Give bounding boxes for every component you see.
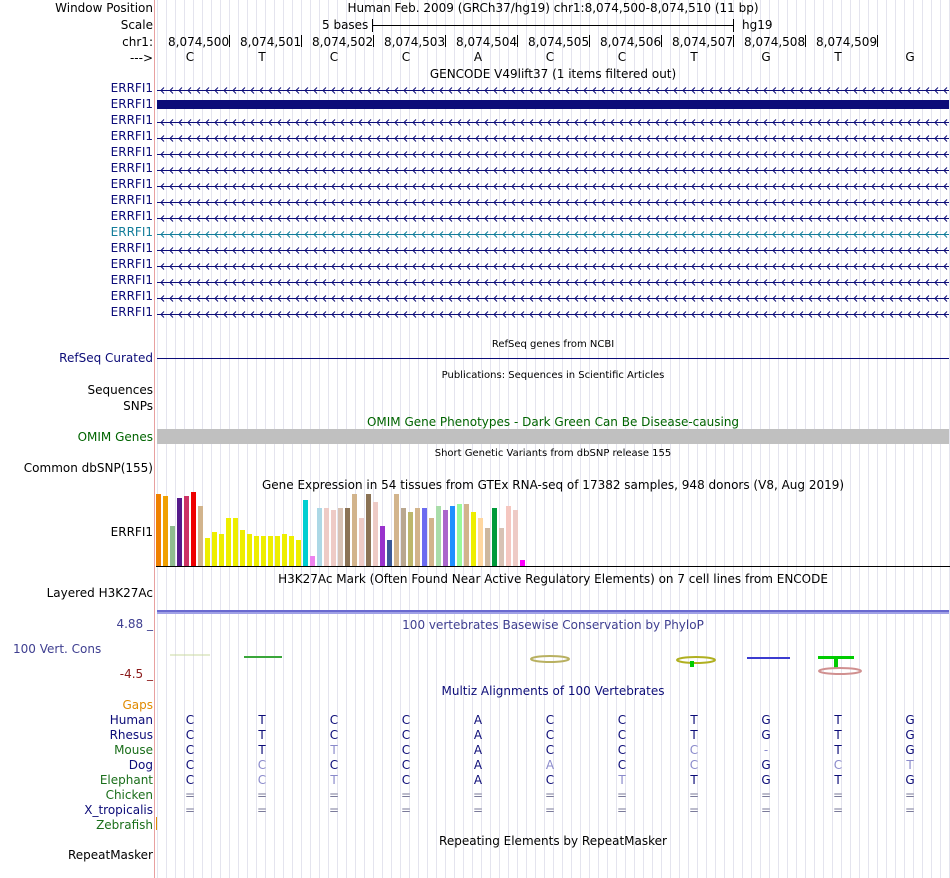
aligned-base: C — [329, 713, 339, 727]
species-label[interactable]: Mouse — [114, 743, 153, 757]
aligned-base: = — [328, 803, 340, 817]
gtex-bar — [443, 510, 448, 566]
aligned-base: C — [185, 713, 195, 727]
strand-arrows — [157, 310, 949, 319]
strand-arrows — [157, 278, 949, 287]
gtex-bar — [289, 536, 294, 566]
gtex-track-label[interactable]: ERRFI1 — [110, 525, 153, 539]
gtex-bar — [261, 536, 266, 566]
strand-arrows — [157, 166, 949, 175]
gtex-bar — [219, 534, 224, 566]
chr-label[interactable]: chr1: — [122, 35, 153, 49]
aligned-base: C — [401, 743, 411, 757]
aligned-base: G — [905, 728, 915, 742]
gtex-bar-chart[interactable] — [156, 490, 536, 566]
scale-text: 5 bases — [322, 18, 369, 32]
aligned-base: = — [256, 803, 268, 817]
gene-intron-track[interactable] — [157, 244, 949, 253]
aligned-base: A — [473, 728, 483, 742]
gtex-bar — [457, 504, 462, 566]
strand-arrows — [157, 214, 949, 223]
species-label[interactable]: Rhesus — [109, 728, 153, 742]
position-tick — [517, 35, 518, 47]
gtex-bar — [471, 512, 476, 566]
aligned-base: G — [905, 743, 915, 757]
strand-arrows — [157, 150, 949, 159]
position-tick-label: 8,074,504 — [456, 35, 518, 49]
gtex-bar — [254, 536, 259, 566]
aligned-base: T — [258, 713, 266, 727]
aligned-base: C — [617, 728, 627, 742]
gene-label-errfi1[interactable]: ERRFI1 — [110, 161, 153, 175]
position-tick-label: 8,074,507 — [672, 35, 734, 49]
scale-db: hg19 — [742, 18, 773, 32]
repeatmasker-track-title: Repeating Elements by RepeatMasker — [439, 834, 667, 848]
gtex-baseline — [156, 566, 950, 567]
gtex-bar — [191, 492, 196, 566]
gtex-bar — [177, 498, 182, 566]
species-label[interactable]: Chicken — [105, 788, 153, 802]
gtex-bar — [163, 496, 168, 566]
position-tick-label: 8,074,508 — [744, 35, 806, 49]
aligned-base: G — [761, 713, 771, 727]
gtex-bar — [226, 518, 231, 566]
aligned-base: C — [545, 728, 555, 742]
sequences-label[interactable]: Sequences — [87, 383, 153, 397]
gene-label-errfi1[interactable]: ERRFI1 — [110, 81, 153, 95]
position-tick — [733, 35, 734, 47]
phylop-mark — [819, 668, 861, 674]
aligned-base: = — [184, 803, 196, 817]
gene-label-errfi1[interactable]: ERRFI1 — [110, 225, 153, 239]
scale-bar-left-tick — [372, 19, 373, 32]
gtex-bar — [331, 510, 336, 566]
phylop-track-label[interactable]: 100 Vert. Cons — [13, 642, 102, 656]
aligned-base: = — [544, 803, 556, 817]
gene-label-errfi1[interactable]: ERRFI1 — [110, 273, 153, 287]
snps-label[interactable]: SNPs — [123, 399, 153, 413]
aligned-base: C — [545, 713, 555, 727]
position-tick — [805, 35, 806, 47]
base-letter: C — [329, 50, 339, 64]
gtex-bar — [464, 504, 469, 566]
gtex-bar — [415, 508, 420, 566]
gtex-bar — [394, 494, 399, 566]
phylop-mark — [690, 661, 694, 667]
base-letter: T — [690, 50, 698, 64]
gtex-bar — [506, 506, 511, 566]
gtex-bar — [485, 528, 490, 566]
aligned-base: C — [617, 743, 627, 757]
base-letter: C — [401, 50, 411, 64]
aligned-base: A — [473, 758, 483, 772]
strand-arrows — [157, 118, 949, 127]
base-letter: T — [258, 50, 266, 64]
position-tick — [373, 35, 374, 47]
base-letter: A — [473, 50, 483, 64]
gene-intron-track[interactable] — [157, 212, 949, 221]
species-label[interactable]: Human — [109, 713, 153, 727]
gtex-bar — [380, 526, 385, 566]
aligned-base: C — [545, 773, 555, 787]
gene-label-errfi1[interactable]: ERRFI1 — [110, 241, 153, 255]
aligned-base: C — [401, 713, 411, 727]
gene-intron-track[interactable] — [157, 84, 949, 93]
gtex-bar — [205, 538, 210, 566]
gencode-track-title: GENCODE V49lift37 (1 items filtered out) — [429, 67, 677, 81]
aligned-base: = — [328, 788, 340, 802]
position-tick-label: 8,074,501 — [240, 35, 302, 49]
aligned-base: = — [832, 788, 844, 802]
strand-arrows — [157, 182, 949, 191]
gtex-bar — [408, 512, 413, 566]
position-tick — [301, 35, 302, 47]
aligned-base: = — [688, 803, 700, 817]
publications-track-title: Publications: Sequences in Scientific Articles — [441, 370, 665, 381]
gene-intron-track[interactable] — [157, 260, 949, 269]
refseq-track-title: RefSeq genes from NCBI — [491, 339, 615, 350]
gene-label-errfi1[interactable]: ERRFI1 — [110, 113, 153, 127]
aligned-base: = — [472, 788, 484, 802]
gene-intron-track[interactable] — [157, 228, 949, 237]
gtex-bar — [345, 508, 350, 566]
gene-label-errfi1[interactable]: ERRFI1 — [110, 209, 153, 223]
position-tick — [589, 35, 590, 47]
strand-arrows — [157, 246, 949, 255]
aligned-base: A — [473, 713, 483, 727]
gtex-bar — [212, 532, 217, 566]
gene-label-errfi1[interactable]: ERRFI1 — [110, 97, 153, 111]
gene-label-errfi1[interactable]: ERRFI1 — [110, 193, 153, 207]
aligned-base: G — [761, 758, 771, 772]
species-label[interactable]: Elephant — [99, 773, 153, 787]
aligned-base: = — [904, 803, 916, 817]
assembly-position-text: Human Feb. 2009 (GRCh37/hg19) chr1:8,074,500-8,074,510 (11 bp) — [347, 1, 759, 15]
gene-label-errfi1[interactable]: ERRFI1 — [110, 129, 153, 143]
aligned-base: C — [401, 773, 411, 787]
aligned-base: A — [473, 773, 483, 787]
aligned-base: G — [761, 773, 771, 787]
aligned-base: C — [329, 758, 339, 772]
phylop-min-label: -4.5 _ — [119, 667, 153, 681]
strand-arrows — [157, 134, 949, 143]
gtex-bar — [282, 534, 287, 566]
aligned-base: T — [618, 773, 626, 787]
gene-intron-track[interactable] — [157, 148, 949, 157]
species-label[interactable]: Zebrafish — [96, 818, 153, 832]
omim-track-title: OMIM Gene Phenotypes - Dark Green Can Be Disease-causing — [366, 415, 740, 429]
phylop-max-label: 4.88 _ — [116, 617, 153, 631]
gtex-bar — [359, 518, 364, 566]
aligned-base: T — [258, 728, 266, 742]
gtex-bar — [492, 508, 497, 566]
gene-label-errfi1[interactable]: ERRFI1 — [110, 257, 153, 271]
gtex-bar — [387, 540, 392, 566]
aligned-base: T — [906, 758, 914, 772]
gene-intron-track[interactable] — [157, 116, 949, 125]
gtex-bar — [275, 536, 280, 566]
dbsnp-track-label[interactable]: Common dbSNP(155) — [23, 461, 153, 475]
aligned-base: C — [185, 728, 195, 742]
gtex-bar — [240, 530, 245, 566]
position-tick-label: 8,074,502 — [312, 35, 374, 49]
aligned-base: G — [905, 713, 915, 727]
gene-intron-track[interactable] — [157, 292, 949, 301]
aligned-base: C — [617, 713, 627, 727]
position-tick — [661, 35, 662, 47]
scale-bar-right-tick — [733, 19, 734, 32]
gene-intron-track[interactable] — [157, 132, 949, 141]
label-divider — [154, 0, 155, 878]
aligned-base: C — [329, 728, 339, 742]
aligned-base: = — [616, 803, 628, 817]
base-letter: G — [905, 50, 915, 64]
gtex-bar — [352, 494, 357, 566]
gtex-bar — [436, 506, 441, 566]
gtex-bar — [478, 518, 483, 566]
gene-label-errfi1[interactable]: ERRFI1 — [110, 145, 153, 159]
h3k27ac-signal-shadow — [157, 612, 949, 614]
aligned-base: A — [545, 758, 555, 772]
gene-intron-track[interactable] — [157, 164, 949, 173]
aligned-base: = — [832, 803, 844, 817]
window-position-label: Window Position — [55, 1, 153, 15]
position-tick-label: 8,074,509 — [816, 35, 878, 49]
aligned-base: - — [763, 743, 769, 757]
aligned-base: = — [184, 788, 196, 802]
aligned-base: = — [544, 788, 556, 802]
aligned-base: C — [833, 758, 843, 772]
gtex-bar — [268, 536, 273, 566]
omim-gene-bar[interactable] — [157, 429, 949, 444]
position-tick-label: 8,074,500 — [168, 35, 230, 49]
gene-label-errfi1[interactable]: ERRFI1 — [110, 305, 153, 319]
species-label[interactable]: X_tropicalis — [84, 803, 153, 817]
phylop-mark — [531, 656, 569, 662]
aligned-base: T — [330, 773, 338, 787]
aligned-base: = — [760, 788, 772, 802]
aligned-base: = — [400, 788, 412, 802]
multiz-track-title: Multiz Alignments of 100 Vertebrates — [441, 684, 665, 698]
phylop-track-title: 100 vertebrates Basewise Conservation by PhyloP — [402, 618, 704, 632]
position-tick-label: 8,074,503 — [384, 35, 446, 49]
aligned-base: = — [400, 803, 412, 817]
gtex-bar — [324, 508, 329, 566]
aligned-base: C — [617, 758, 627, 772]
aligned-base: C — [401, 758, 411, 772]
gtex-bar — [429, 518, 434, 566]
aligned-base: C — [185, 743, 195, 757]
strand-label[interactable]: ---> — [129, 51, 153, 65]
gtex-bar — [310, 556, 315, 566]
phylop-plot[interactable] — [156, 640, 950, 680]
aligned-base: = — [904, 788, 916, 802]
refseq-gene-line[interactable] — [157, 358, 949, 359]
gaps-label[interactable]: Gaps — [122, 698, 153, 712]
gtex-bar — [170, 526, 175, 566]
base-letter: C — [185, 50, 195, 64]
gtex-bar — [373, 502, 378, 566]
strand-arrows — [157, 294, 949, 303]
gtex-bar — [247, 534, 252, 566]
base-letter: C — [617, 50, 627, 64]
aligned-base: T — [834, 728, 842, 742]
position-tick — [445, 35, 446, 47]
gtex-bar — [233, 518, 238, 566]
scale-label: Scale — [120, 18, 153, 32]
aligned-base: T — [330, 743, 338, 757]
phylop-mark — [677, 657, 715, 663]
gtex-bar — [499, 528, 504, 566]
gtex-track-title: Gene Expression in 54 tissues from GTEx RNA-seq of 17382 samples, 948 donors (V8, Aug 2019) — [261, 478, 845, 492]
position-tick — [877, 35, 878, 47]
aligned-base: T — [834, 743, 842, 757]
aligned-base: C — [185, 758, 195, 772]
repeatmasker-track-label[interactable]: RepeatMasker — [67, 848, 153, 862]
strand-arrows — [157, 262, 949, 271]
position-tick-label: 8,074,505 — [528, 35, 590, 49]
aligned-base: C — [257, 773, 267, 787]
h3k27ac-track-title: H3K27Ac Mark (Often Found Near Active Regulatory Elements) on 7 cell lines from ENCODE — [278, 572, 828, 586]
gtex-bar — [366, 494, 371, 566]
gene-label-errfi1[interactable]: ERRFI1 — [110, 289, 153, 303]
aligned-base: C — [185, 773, 195, 787]
aligned-base: T — [834, 713, 842, 727]
omim-track-label[interactable]: OMIM Genes — [77, 430, 153, 444]
aligned-base: = — [472, 803, 484, 817]
refseq-track-label[interactable]: RefSeq Curated — [59, 351, 153, 365]
gene-label-errfi1[interactable]: ERRFI1 — [110, 177, 153, 191]
gene-intron-track[interactable] — [157, 180, 949, 189]
aligned-base: A — [473, 743, 483, 757]
aligned-base: C — [689, 743, 699, 757]
gtex-bar — [303, 500, 308, 566]
aligned-base: C — [689, 758, 699, 772]
aligned-base: = — [256, 788, 268, 802]
strand-arrows — [157, 198, 949, 207]
aligned-base: = — [616, 788, 628, 802]
gtex-bar — [450, 506, 455, 566]
dbsnp-track-title: Short Genetic Variants from dbSNP release 155 — [434, 448, 672, 459]
position-tick — [229, 35, 230, 47]
aligned-base: = — [688, 788, 700, 802]
aligned-base: C — [401, 728, 411, 742]
aligned-base: G — [761, 728, 771, 742]
strand-arrows — [157, 230, 949, 239]
gene-intron-track[interactable] — [157, 196, 949, 205]
aligned-base: T — [258, 743, 266, 757]
gene-exon-block[interactable] — [157, 100, 949, 109]
species-label[interactable]: Dog — [128, 758, 153, 772]
gtex-bar — [198, 506, 203, 566]
scale-bar — [372, 25, 734, 26]
position-tick-label: 8,074,506 — [600, 35, 662, 49]
phylop-mark — [818, 656, 854, 659]
base-letter: G — [761, 50, 771, 64]
gtex-bar — [156, 494, 161, 566]
aligned-base: C — [257, 758, 267, 772]
gtex-bar — [184, 496, 189, 566]
aligned-base: C — [545, 743, 555, 757]
gtex-bar — [338, 508, 343, 566]
gtex-bar — [317, 508, 322, 566]
aligned-base: T — [690, 713, 698, 727]
aligned-base: T — [690, 728, 698, 742]
h3k27ac-track-label[interactable]: Layered H3K27Ac — [46, 586, 153, 600]
aligned-base: G — [905, 773, 915, 787]
gtex-bar — [422, 508, 427, 566]
zebrafish-gap-mark — [156, 817, 157, 830]
strand-arrows — [157, 86, 949, 95]
gene-intron-track[interactable] — [157, 276, 949, 285]
base-letter: T — [834, 50, 842, 64]
base-letter: C — [545, 50, 555, 64]
aligned-base: T — [690, 773, 698, 787]
aligned-base: T — [834, 773, 842, 787]
gtex-bar — [401, 508, 406, 566]
gene-intron-track[interactable] — [157, 308, 949, 317]
gtex-bar — [513, 510, 518, 566]
aligned-base: = — [760, 803, 772, 817]
gtex-bar — [296, 540, 301, 566]
